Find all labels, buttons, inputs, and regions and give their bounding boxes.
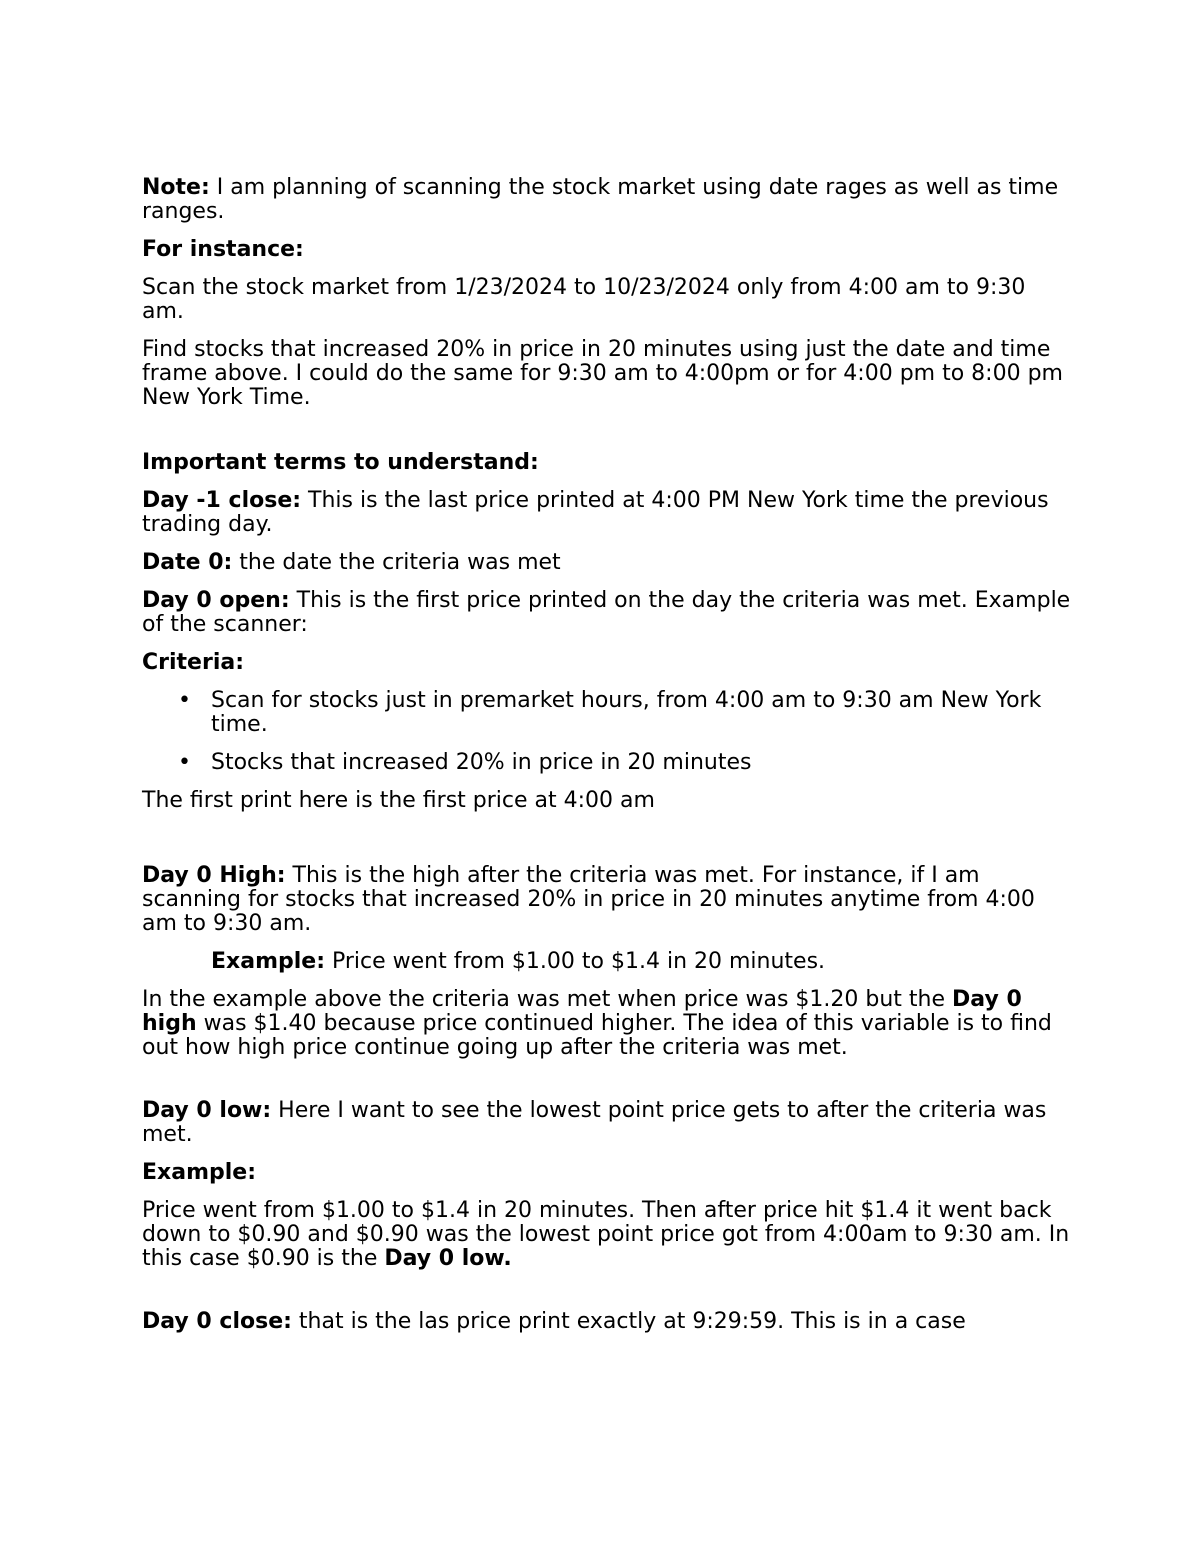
find-paragraph: Find stocks that increased 20% in price in 20 minutes using just the date and time frame above. I could do the same for 9:30 am to 4:00pm or for 4:00 pm to 8:00 pm New York Time. [142,337,1063,410]
spacer [142,827,1072,864]
day0-high-text: This is the high after the criteria was met. For instance, if I am scanning for stocks that increased 20% in price in 20 minutes anytime from 4:00 am to 9:30 am. [142,863,1035,936]
note-label: Note: [142,175,210,200]
example-above-paragraph [142,988,1072,1060]
note-text: I am planning of scanning the stock market using date rages as well as time ranges. [142,175,1059,224]
example-above-text-a: In the example above the criteria was met when price was $1.20 but the [142,987,953,1012]
day0-low-paragraph [142,1099,1072,1147]
terms-heading-text: Important terms to understand: [142,450,539,475]
criteria-heading [142,651,1072,675]
day0-low-text: Here I want to see the lowest point price gets to after the criteria was met. [142,1098,1047,1147]
example-above-bold: Day 0 high [142,987,1022,1036]
for-instance-label: For instance: [142,237,304,262]
document-body [142,176,1072,1348]
example2-heading [142,1161,1072,1185]
day0-low-label: Day 0 low: [142,1098,272,1123]
day-minus1-paragraph [142,489,1072,537]
criteria-list [142,689,1072,775]
example2-text: Price went from $1.00 to $1.4 in 20 minutes. Then after price hit $1.4 it went back down to $0.90 and $0.90 was the lowest point price got from 4:00am to 9:30 am. In this case $0.90 is the [142,1198,1070,1271]
date0-text: the date the criteria was met [232,550,561,575]
scan-paragraph: Scan the stock market from 1/23/2024 to 10/23/2024 only from 4:00 am to 9:30 am. [142,275,1026,324]
date0-label: Date 0: [142,550,233,575]
day0-open-text: This is the first price printed on the day the criteria was met. Example of the scanner: [142,588,1071,637]
day0-high-paragraph [142,864,1072,936]
day0-high-label: Day 0 High: [142,863,286,888]
example2-paragraph [142,1199,1072,1271]
criteria-item: • Scan for stocks just in premarket hours, from 4:00 am to 9:30 am New York time. [211,689,1072,737]
criteria-label: Criteria: [142,650,245,675]
example1-label: Example: [211,949,325,974]
day0-close-text: that is the las price print exactly at 9:29:59. This is in a case [291,1309,966,1334]
example2-bold: Day 0 low. [384,1246,512,1271]
day0-close-paragraph [142,1310,1072,1334]
note-paragraph [142,176,1072,224]
example1-paragraph [142,950,1072,974]
day-minus1-text: This is the last price printed at 4:00 PM New York time the previous trading day. [142,488,1049,537]
day0-open-label: Day 0 open: [142,588,290,613]
for-instance-heading [142,238,1072,262]
example1-text: Price went from $1.00 to $1.4 in 20 minutes. [325,949,826,974]
first-print-paragraph: The first print here is the first price at 4:00 am [142,788,655,813]
day0-close-label: Day 0 close: [142,1309,292,1334]
spacer [142,1074,1072,1099]
criteria-item: • Stocks that increased 20% in price in 20 minutes [211,751,1072,775]
example2-label: Example: [142,1160,256,1185]
terms-heading [142,451,1072,475]
day-minus1-label: Day -1 close: [142,488,302,513]
spacer [142,1285,1072,1310]
example-above-text-b: was $1.40 because price continued higher. The idea of this variable is to find out how high price continue going up after the criteria was met. [142,1011,1052,1060]
spacer [142,424,1072,451]
date0-paragraph [142,551,1072,575]
day0-open-paragraph [142,589,1072,637]
